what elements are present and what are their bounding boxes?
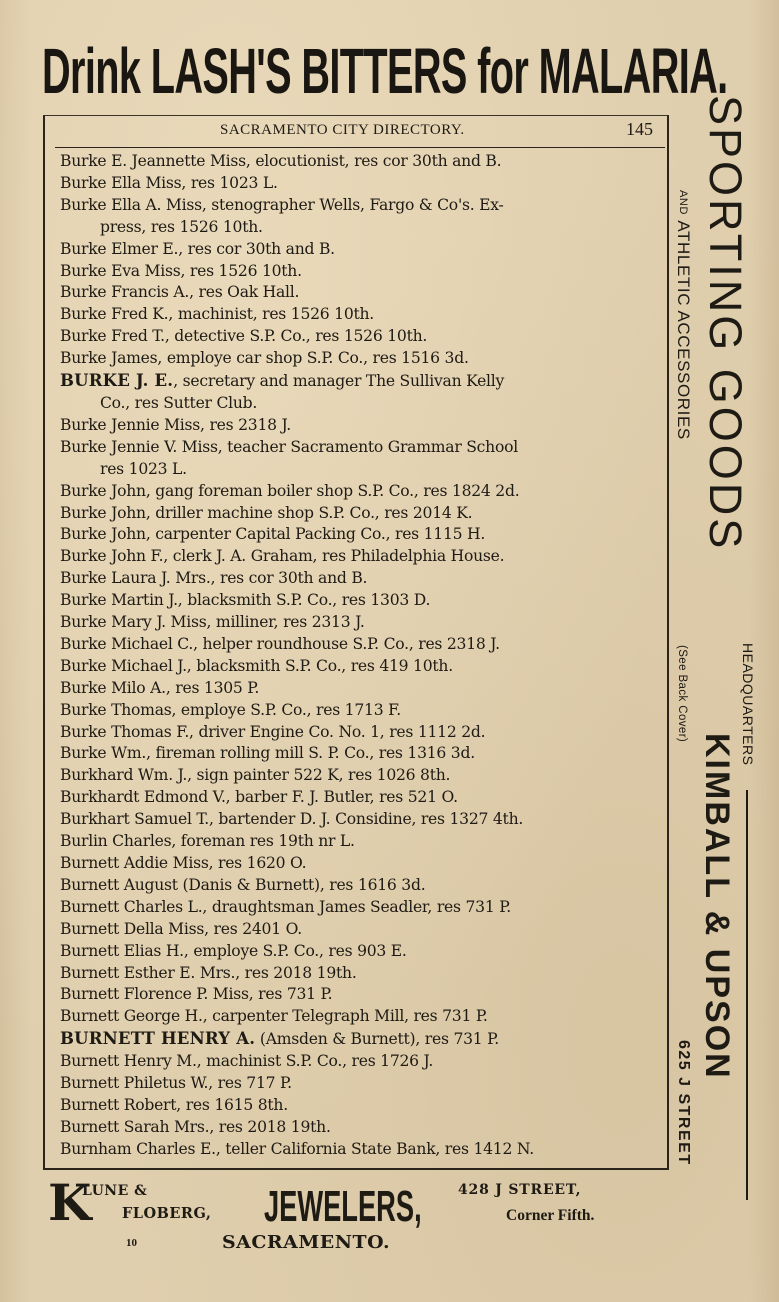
klune-initial: K bbox=[48, 1173, 92, 1232]
entry-name: Burke E. Jeannette Miss, bbox=[60, 152, 251, 170]
directory-entry bbox=[60, 415, 660, 437]
entry-name: Burnett Sarah Mrs., bbox=[60, 1117, 215, 1136]
entry-name: Burke Jennie V. Miss, bbox=[60, 437, 223, 456]
entry-name: Burke John, bbox=[60, 503, 151, 522]
entry-details: (Amsden & Burnett), res 731 P. bbox=[255, 1030, 499, 1049]
entry-details: foreman res 19th nr L. bbox=[176, 832, 355, 851]
directory-entry bbox=[60, 984, 660, 1006]
entry-details: res 1023 L. bbox=[186, 173, 278, 192]
directory-entry bbox=[60, 524, 660, 546]
page-header bbox=[55, 118, 665, 148]
page-number: 145 bbox=[626, 119, 653, 139]
entry-details: res 1615 8th. bbox=[181, 1095, 288, 1114]
entry-details: blacksmith S.P. Co., res 419 10th. bbox=[191, 656, 453, 675]
entry-details: employe S.P. Co., res 1713 F. bbox=[176, 700, 401, 719]
directory-title: SACRAMENTO CITY DIRECTORY. bbox=[220, 122, 465, 138]
directory-entry bbox=[60, 261, 660, 283]
entry-name: Burnett Della Miss, bbox=[60, 919, 209, 938]
directory-entry bbox=[60, 700, 660, 722]
entry-name: Burke Thomas F., bbox=[60, 722, 194, 741]
entry-name: Burke John F., bbox=[60, 547, 169, 566]
entry-name: Burnett Philetus W., bbox=[60, 1074, 213, 1093]
and-text: AND bbox=[677, 190, 689, 216]
entry-details: res cor 30th and B. bbox=[182, 239, 335, 258]
directory-entry bbox=[60, 787, 660, 809]
see-back-cover-note: (See Back Cover) bbox=[676, 645, 688, 743]
entry-details: driller machine shop S.P. Co., res 2014 K. bbox=[150, 503, 473, 522]
directory-entry bbox=[60, 326, 660, 348]
directory-entries bbox=[60, 151, 660, 1161]
athletic-accessories-label: ATHLETIC ACCESSORIES bbox=[674, 220, 693, 440]
directory-entry bbox=[60, 304, 660, 326]
directory-entry bbox=[60, 722, 660, 744]
headquarters-rule bbox=[746, 790, 748, 1200]
entry-name: Burke John, bbox=[60, 525, 151, 544]
directory-entry bbox=[60, 919, 660, 941]
entry-name: Burnett Henry M., bbox=[60, 1052, 202, 1071]
directory-entry bbox=[60, 678, 660, 700]
kimball-upson-name: KIMBALL & UPSON bbox=[698, 733, 736, 1080]
entry-details: elocutionist, res cor 30th and B. bbox=[250, 152, 502, 170]
entry-name: Burke Eva Miss, bbox=[60, 261, 186, 280]
jewelers-city: SACRAMENTO. bbox=[222, 1232, 391, 1253]
entry-details: res 717 P. bbox=[212, 1074, 292, 1093]
entry-name: Burkhardt Edmond V., bbox=[60, 788, 231, 807]
entry-name: Burnham Charles E., bbox=[60, 1139, 221, 1158]
entry-continuation: res 1023 L. bbox=[100, 459, 187, 478]
entry-name: Burnett George H., bbox=[60, 1007, 208, 1026]
entry-name: Burke Fred T., bbox=[60, 327, 170, 346]
directory-entry bbox=[60, 1073, 660, 1095]
directory-entry bbox=[60, 963, 660, 985]
entry-details: res 2018 19th. bbox=[214, 1117, 331, 1136]
lash-bitters-banner-ad: Drink LASH'S BITTERS for MALARIA. bbox=[42, 35, 728, 107]
directory-entry bbox=[60, 634, 660, 656]
entry-details: sign painter 522 K, res 1026 8th. bbox=[191, 766, 451, 785]
directory-entry bbox=[60, 1006, 660, 1028]
entry-details: res 2318 J. bbox=[204, 415, 291, 434]
entry-details: machinist, res 1526 10th. bbox=[173, 305, 375, 324]
directory-entry bbox=[60, 481, 660, 503]
entry-details: (Danis & Burnett), res 1616 3d. bbox=[177, 875, 426, 894]
jewelers-title: JEWELERS, bbox=[264, 1182, 422, 1231]
directory-entry bbox=[60, 590, 660, 612]
directory-entry bbox=[60, 1028, 660, 1051]
entry-details: res Oak Hall. bbox=[193, 283, 300, 302]
entry-name: Burke Fred K., bbox=[60, 305, 174, 324]
directory-entry bbox=[60, 1117, 660, 1139]
directory-entry bbox=[60, 831, 660, 853]
sporting-goods-ad-title: SPORTING GOODS bbox=[700, 95, 751, 552]
entry-name: Burke Ella A. Miss, bbox=[60, 195, 207, 214]
directory-entry bbox=[60, 875, 660, 897]
jewelers-street: 428 J STREET, bbox=[458, 1182, 582, 1198]
athletic-accessories-text bbox=[672, 190, 694, 440]
entry-details: teacher Sacramento Grammar School bbox=[222, 437, 518, 456]
directory-entry bbox=[60, 151, 660, 173]
entry-details: blacksmith S.P. Co., res 1303 D. bbox=[182, 591, 431, 610]
directory-entry bbox=[60, 612, 660, 634]
entry-details: res 1305 P. bbox=[170, 678, 260, 697]
entry-name: Burnett Esther E. Mrs., bbox=[60, 963, 240, 982]
entry-name: Burke John, bbox=[60, 481, 151, 500]
entry-details: bartender D. J. Considine, res 1327 4th. bbox=[213, 810, 524, 829]
directory-entry bbox=[60, 897, 660, 919]
entry-bold-name: BURKE J. E. bbox=[60, 371, 174, 391]
entry-continuation: Co., res Sutter Club. bbox=[100, 393, 258, 412]
directory-entry bbox=[60, 195, 660, 239]
directory-entry bbox=[60, 348, 660, 370]
directory-entry bbox=[60, 370, 660, 415]
entry-details: gang foreman boiler shop S.P. Co., res 1824 2d. bbox=[150, 481, 520, 500]
entry-name: Burlin Charles, bbox=[60, 832, 177, 851]
directory-entry bbox=[60, 437, 660, 481]
entry-details: detective S.P. Co., res 1526 10th. bbox=[169, 327, 428, 346]
directory-entry bbox=[60, 282, 660, 304]
entry-name: Burnett August bbox=[60, 875, 178, 894]
entry-name: Burnett Florence P. Miss, bbox=[60, 985, 254, 1004]
entry-details: milliner, res 2313 J. bbox=[211, 613, 365, 632]
entry-details: res 2401 O. bbox=[208, 919, 302, 938]
entry-name: Burke Milo A., bbox=[60, 678, 171, 697]
directory-entry bbox=[60, 1051, 660, 1073]
entry-name: Burke Ella Miss, bbox=[60, 173, 187, 192]
entry-details: res cor 30th and B. bbox=[215, 569, 368, 588]
entry-details: fireman rolling mill S. P. Co., res 1316 3d. bbox=[150, 744, 475, 763]
entry-details: carpenter Telegraph Mill, res 731 P. bbox=[207, 1007, 488, 1026]
entry-name: Burke James, bbox=[60, 349, 163, 368]
entry-details: res 731 P. bbox=[253, 985, 333, 1004]
directory-entry bbox=[60, 853, 660, 875]
entry-name: Burke Martin J., bbox=[60, 591, 183, 610]
klune-line: LUNE & bbox=[82, 1183, 148, 1199]
entry-details: carpenter Capital Packing Co., res 1115 H. bbox=[150, 525, 486, 544]
entry-name: Burke Thomas, bbox=[60, 700, 177, 719]
entry-details: stenographer Wells, Fargo & Co's. Ex- bbox=[206, 195, 504, 214]
entry-name: Burke Francis A., bbox=[60, 283, 194, 302]
entry-details: res 1526 10th. bbox=[185, 261, 302, 280]
entry-details: employe car shop S.P. Co., res 1516 3d. bbox=[162, 349, 469, 368]
directory-entry bbox=[60, 809, 660, 831]
entry-name: Burke Michael C., bbox=[60, 634, 198, 653]
entry-details: res 2018 19th. bbox=[239, 963, 357, 982]
entry-name: Burnett Addie Miss, bbox=[60, 854, 214, 872]
entry-details: clerk J. A. Graham, res Philadelphia House. bbox=[168, 547, 505, 566]
entry-continuation: press, res 1526 10th. bbox=[100, 217, 263, 236]
directory-entry bbox=[60, 568, 660, 590]
entry-details: , secretary and manager The Sullivan Kelly bbox=[173, 372, 505, 391]
directory-entry bbox=[60, 656, 660, 678]
directory-entry bbox=[60, 941, 660, 963]
directory-entry bbox=[60, 503, 660, 525]
entry-details: teller California State Bank, res 1412 N. bbox=[220, 1139, 534, 1158]
directory-entry bbox=[60, 1139, 660, 1161]
entry-bold-name: BURNETT HENRY A. bbox=[60, 1029, 256, 1049]
directory-entry bbox=[60, 173, 660, 195]
floberg-line: FLOBERG, bbox=[122, 1205, 212, 1222]
entry-name: Burkhard Wm. J., bbox=[60, 766, 192, 785]
directory-entry bbox=[60, 743, 660, 765]
jewelers-corner: Corner Fifth. bbox=[506, 1207, 595, 1224]
entry-details: helper roundhouse S.P. Co., res 2318 J. bbox=[197, 634, 500, 653]
entry-name: Burke Laura J. Mrs., bbox=[60, 569, 216, 588]
entry-details: employe S.P. Co., res 903 E. bbox=[188, 941, 407, 960]
entry-name: Burke Michael J., bbox=[60, 656, 192, 675]
directory-entry bbox=[60, 546, 660, 568]
signature-number: 10 bbox=[126, 1237, 137, 1249]
entry-name: Burkhart Samuel T., bbox=[60, 810, 214, 829]
directory-entry bbox=[60, 1095, 660, 1117]
entry-name: Burnett Elias H., bbox=[60, 941, 189, 960]
entry-name: Burke Mary J. Miss, bbox=[60, 613, 212, 632]
entry-details: draughtsman James Seadler, res 731 P. bbox=[207, 897, 511, 916]
entry-name: Burke Jennie Miss, bbox=[60, 415, 205, 434]
kimball-upson-address: 625 J STREET bbox=[675, 1040, 692, 1166]
entry-details: res 1620 O. bbox=[213, 854, 307, 872]
entry-details: driver Engine Co. No. 1, res 1112 2d. bbox=[193, 722, 486, 741]
entry-name: Burnett Charles L., bbox=[60, 897, 208, 916]
entry-name: Burke Wm., bbox=[60, 744, 151, 763]
entry-details: barber F. J. Butler, res 521 O. bbox=[230, 788, 458, 807]
directory-entry bbox=[60, 239, 660, 261]
entry-details: machinist S.P. Co., res 1726 J. bbox=[201, 1052, 434, 1071]
entry-name: Burke Elmer E., bbox=[60, 239, 183, 258]
directory-entry bbox=[60, 765, 660, 787]
headquarters-label: HEADQUARTERS bbox=[740, 643, 756, 766]
entry-name: Burnett Robert, bbox=[60, 1095, 181, 1114]
